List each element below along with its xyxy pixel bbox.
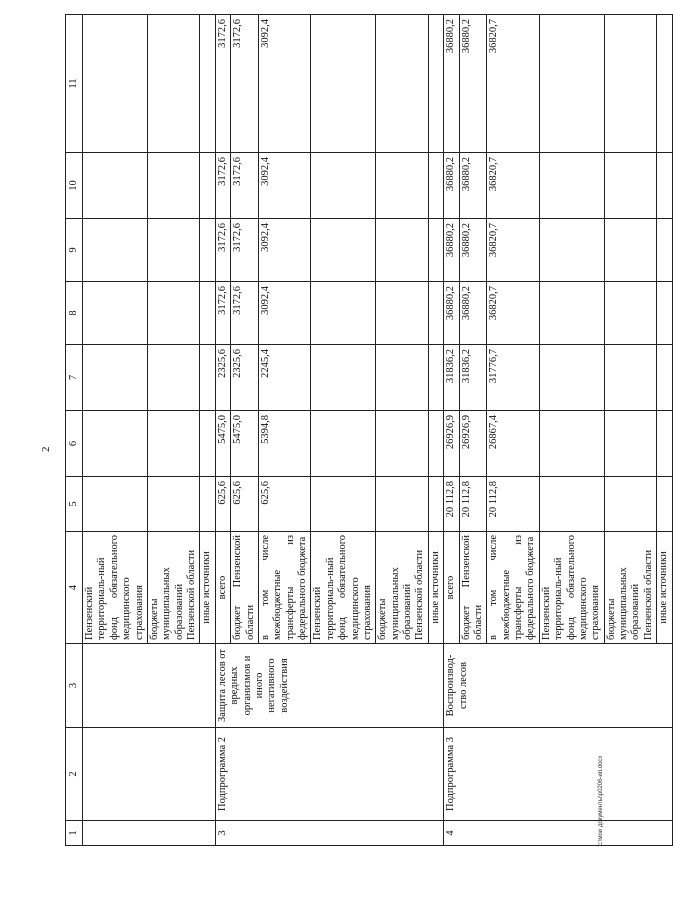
program-name-cell: Подпрограмма 3 [444,728,672,821]
value-cell: 36880,2 [459,153,487,219]
value-cell: 20 112,8 [444,477,459,532]
value-cell: 3172,6 [231,219,259,282]
source-cell: иные источники [428,532,443,644]
value-cell [200,345,215,411]
value-cell: 36880,2 [444,219,459,282]
program-goal-cell: Воспроизвод-ство лесов [444,644,672,728]
column-number-header: 3 [66,644,83,728]
column-number-header: 1 [66,821,83,846]
budget-table [65,14,673,846]
value-cell [147,153,200,219]
value-cell [200,153,215,219]
value-cell [311,477,376,532]
value-cell: 2325,6 [231,345,259,411]
value-cell [428,345,443,411]
value-cell: 36880,2 [444,15,459,153]
value-cell: 20 112,8 [459,477,487,532]
value-cell [376,282,429,345]
column-number-header: 11 [66,15,83,153]
value-cell: 3092,4 [258,219,311,282]
value-cell [83,153,148,219]
table-row [215,15,230,846]
value-cell: 3092,4 [258,15,311,153]
value-cell: 36820,7 [487,219,540,282]
value-cell [311,282,376,345]
source-cell: иные источники [657,532,672,644]
value-cell [376,411,429,477]
value-cell [539,282,604,345]
value-cell [657,15,672,153]
value-cell [539,15,604,153]
value-cell [657,345,672,411]
column-number-header: 6 [66,411,83,477]
value-cell [147,411,200,477]
source-cell: бюджеты муниципальных образований Пензенской области [604,532,657,644]
source-cell: в том числе межбюджетные трансферты из федерального бюджета [258,532,311,644]
value-cell: 2325,6 [215,345,230,411]
column-number-header: 7 [66,345,83,411]
value-cell [147,477,200,532]
value-cell [147,282,200,345]
column-number-header: 2 [66,728,83,821]
value-cell: 31836,2 [459,345,487,411]
source-cell: иные источники [200,532,215,644]
value-cell: 3172,6 [215,282,230,345]
value-cell [200,219,215,282]
value-cell [428,282,443,345]
value-cell: 31836,2 [444,345,459,411]
value-cell: 625,6 [231,477,259,532]
page-number: 2 [40,446,52,452]
value-cell: 625,6 [258,477,311,532]
value-cell [83,411,148,477]
value-cell [539,153,604,219]
value-cell: 3092,4 [258,282,311,345]
value-cell [428,219,443,282]
value-cell [200,411,215,477]
source-cell: в том числе межбюджетные трансферты из федерального бюджета [487,532,540,644]
value-cell [428,15,443,153]
footer-path: c:\мои документы\р0206-ип.docx [598,755,604,846]
column-number-header: 9 [66,219,83,282]
value-cell: 31776,7 [487,345,540,411]
value-cell [83,477,148,532]
value-cell [539,411,604,477]
value-cell [200,282,215,345]
value-cell [657,411,672,477]
value-cell [376,345,429,411]
value-cell [311,219,376,282]
program-goal-cell: Защита лесов от вредных организмов и иного негативного воздействия [215,644,443,728]
value-cell: 36820,7 [487,153,540,219]
value-cell: 5475,0 [231,411,259,477]
value-cell [311,15,376,153]
value-cell [539,219,604,282]
value-cell: 26926,9 [444,411,459,477]
value-cell [539,477,604,532]
value-cell [376,153,429,219]
value-cell: 3172,6 [215,219,230,282]
value-cell: 36880,2 [459,219,487,282]
value-cell [604,153,657,219]
value-cell [604,219,657,282]
value-cell [311,411,376,477]
table-body [66,15,673,846]
value-cell [604,282,657,345]
value-cell: 3092,4 [258,153,311,219]
value-cell: 36880,2 [459,282,487,345]
column-number-header: 10 [66,153,83,219]
program-goal-cell [83,644,216,728]
value-cell: 36880,2 [444,282,459,345]
table-row [83,15,148,846]
value-cell: 26926,9 [459,411,487,477]
row-number-cell: 4 [444,821,672,846]
source-cell: Пензенский территориаль-ный фонд обязательного медицинского страхования [539,532,604,644]
value-cell [200,477,215,532]
value-cell: 3172,6 [231,153,259,219]
source-cell: бюджеты муниципальных образований Пензенской области [147,532,200,644]
value-cell: 2245,4 [258,345,311,411]
value-cell [83,15,148,153]
source-cell: бюджеты муниципальных образований Пензенской области [376,532,429,644]
value-cell [604,477,657,532]
value-cell [539,345,604,411]
source-cell: Пензенский территориаль-ный фонд обязательного медицинского страхования [83,532,148,644]
value-cell [83,282,148,345]
source-cell: Пензенский территориаль-ный фонд обязательного медицинского страхования [311,532,376,644]
source-cell: бюджет Пензенской области [231,532,259,644]
value-cell [376,477,429,532]
value-cell: 3172,6 [231,282,259,345]
value-cell [657,282,672,345]
value-cell: 36880,2 [444,153,459,219]
value-cell [83,219,148,282]
source-cell: всего [444,532,459,644]
row-number-cell [83,821,216,846]
value-cell [376,219,429,282]
column-number-header: 5 [66,477,83,532]
value-cell: 3172,6 [215,153,230,219]
header-row [66,15,83,846]
value-cell: 36820,7 [487,15,540,153]
value-cell [311,153,376,219]
value-cell [147,15,200,153]
value-cell [604,15,657,153]
value-cell [604,411,657,477]
value-cell: 36880,2 [459,15,487,153]
source-cell: всего [215,532,230,644]
value-cell: 3172,6 [231,15,259,153]
value-cell [376,15,429,153]
value-cell [657,477,672,532]
value-cell [657,219,672,282]
value-cell [147,345,200,411]
column-number-header: 8 [66,282,83,345]
value-cell [657,153,672,219]
value-cell: 26867,4 [487,411,540,477]
value-cell [428,477,443,532]
program-name-cell: Подпрограмма 2 [215,728,443,821]
value-cell [83,345,148,411]
value-cell [147,219,200,282]
value-cell [311,345,376,411]
value-cell [200,15,215,153]
value-cell: 5394,8 [258,411,311,477]
value-cell: 3172,6 [215,15,230,153]
row-number-cell: 3 [215,821,443,846]
column-number-header: 4 [66,532,83,644]
value-cell: 625,6 [215,477,230,532]
value-cell: 20 112,8 [487,477,540,532]
table-row [444,15,459,846]
value-cell [428,411,443,477]
value-cell: 36820,7 [487,282,540,345]
value-cell: 5475,0 [215,411,230,477]
source-cell: бюджет Пензенской области [459,532,487,644]
value-cell [604,345,657,411]
value-cell [428,153,443,219]
program-name-cell [83,728,216,821]
